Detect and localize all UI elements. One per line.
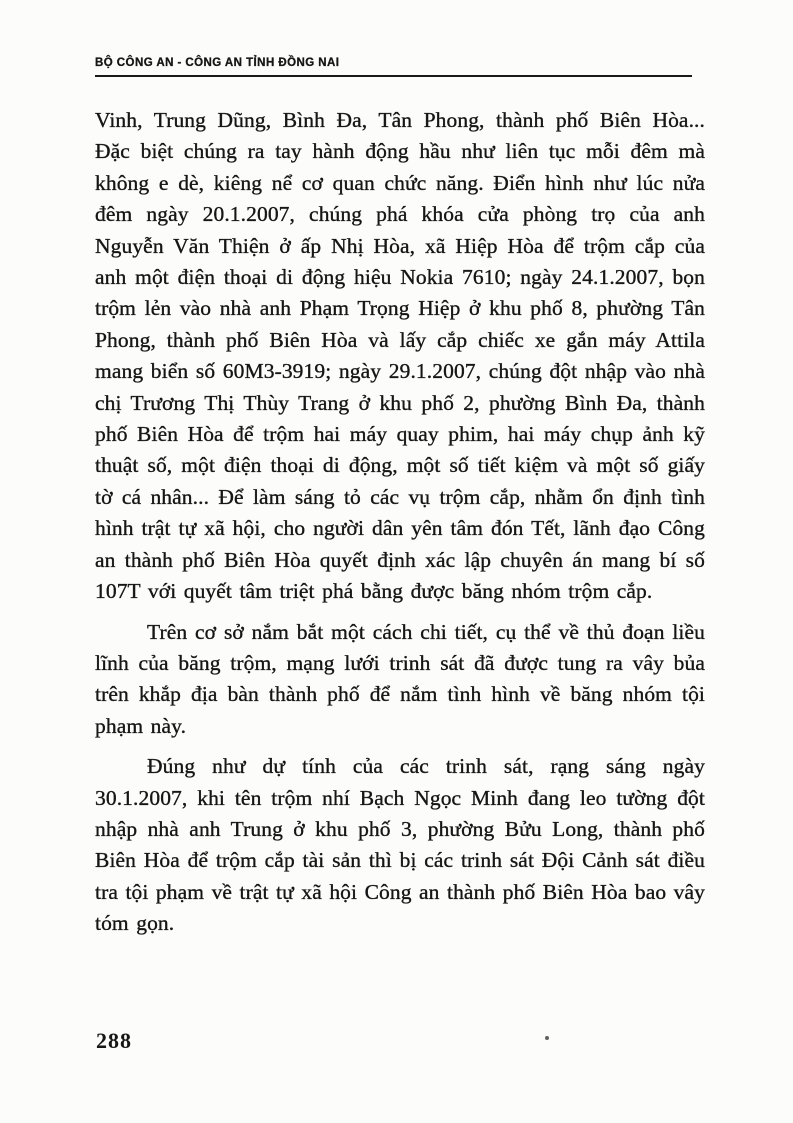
scan-speck <box>545 1036 549 1040</box>
paragraph-continuation: Vinh, Trung Dũng, Bình Đa, Tân Phong, thành phố Biên Hòa... Đặc biệt chúng ra tay hành động hầu như liên tục mỗi đêm mà không e dè, kiêng nể cơ quan chức năng. Điển hình như lúc nửa đêm ngày 20.1.2007, chúng phá khóa cửa phòng trọ của anh Nguyễn Văn Thiện ở ấp Nhị Hòa, xã Hiệp Hòa để trộm cắp của anh một điện thoại di động hiệu Nokia 7610; ngày 24.1.2007, bọn trộm lẻn vào nhà anh Phạm Trọng Hiệp ở khu phố 8, phường Tân Phong, thành phố Biên Hòa và lấy cắp chiếc xe gắn máy Attila mang biển số 60M3-3919; ngày 29.1.2007, chúng đột nhập vào nhà chị Trương Thị Thùy Trang ở khu phố 2, phường Bình Đa, thành phố Biên Hòa để trộm hai máy quay phim, hai máy chụp ảnh kỹ thuật số, một điện thoại di động, một số tiết kiệm và một số giấy tờ cá nhân... Để làm sáng tỏ các vụ trộm cắp, nhằm ổn định tình hình trật tự xã hội, cho người dân yên tâm đón Tết, lãnh đạo Công an thành phố Biên Hòa quyết định xác lập chuyên án mang bí số 107T với quyết tâm triệt phá bằng được băng nhóm trộm cắp. <box>95 108 705 604</box>
page-footer <box>96 1028 132 1054</box>
page-header <box>95 57 707 77</box>
header-rule <box>95 75 692 77</box>
paragraph-arrest: Đúng như dự tính của các trinh sát, rạng sáng ngày 30.1.2007, khi tên trộm nhí Bạch Ngọc Minh đang leo tường đột nhập nhà anh Trung ở khu phố 3, phường Bửu Long, thành phố Biên Hòa để trộm cắp tài sản thì bị các trinh sát Đội Cảnh sát điều tra tội phạm về trật tự xã hội Công an thành phố Biên Hòa bao vây tóm gọn. <box>95 754 706 936</box>
page-number: 288 <box>96 1028 132 1053</box>
running-header-title: BỘ CÔNG AN - CÔNG AN TỈNH ĐỒNG NAI <box>95 57 340 69</box>
paragraph-surveillance: Trên cơ sở nắm bắt một cách chi tiết, cụ thể về thủ đoạn liều lĩnh của băng trộm, mạng lưới trinh sát đã được tung ra vây bủa trên khắp địa bàn thành phố để nắm tình hình về băng nhóm tội phạm này. <box>95 619 705 738</box>
page-body <box>95 105 705 949</box>
